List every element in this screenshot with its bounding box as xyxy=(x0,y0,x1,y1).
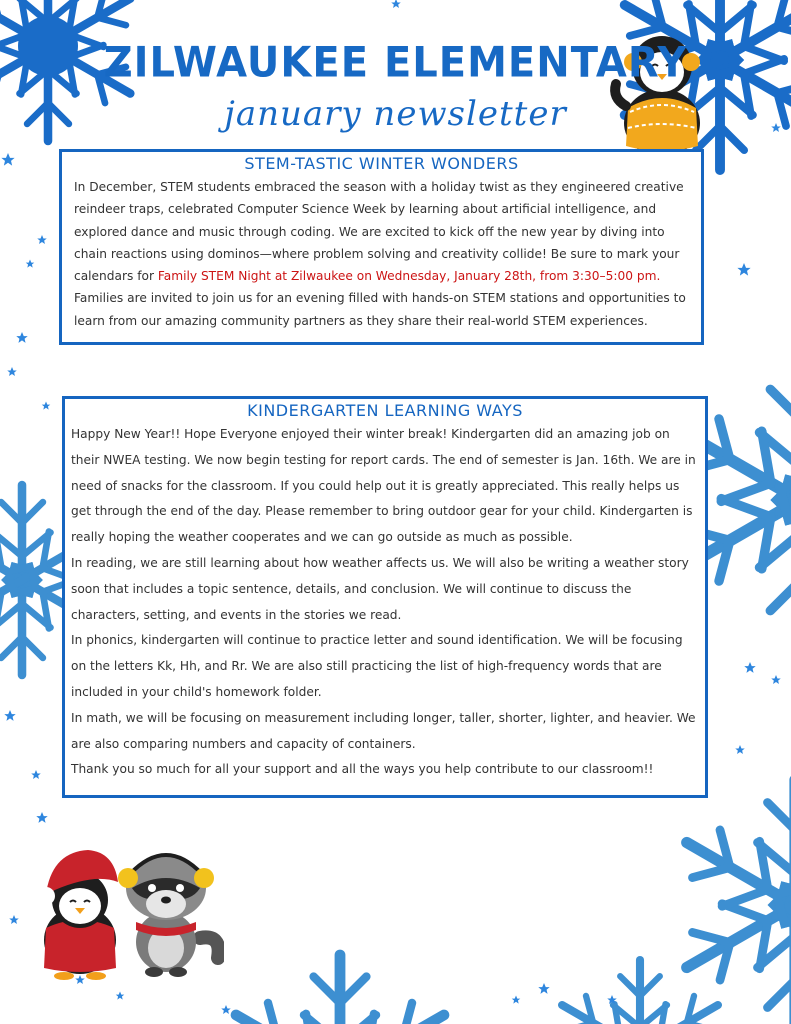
stem-body xyxy=(74,176,689,332)
raccoon-icon xyxy=(112,838,224,978)
newsletter-subtitle: january newsletter xyxy=(224,94,567,134)
newsletter-title: ZILWAUKEE ELEMENTARY xyxy=(103,38,688,88)
stem-text-before: In December, STEM students embraced the season with a holiday twist as they engineered creative reindeer traps, celebrated Computer Science Week by learning about artificial intelligence, and explored dance and music through coding. We are excited to kick off the new year by diving into chain reactions using dominos—where problem solving and creativity collide! Be sure to mark your calendars for xyxy=(74,180,684,284)
stem-text-after: Families are invited to join us for an evening filled with hands-on STEM stations and opportunities to learn from our amazing community partners as they share their real-world STEM experiences. xyxy=(74,291,686,328)
kindergarten-section xyxy=(62,396,708,798)
stem-heading: STEM-TASTIC WINTER WONDERS xyxy=(244,154,519,173)
kindergarten-paragraph: In phonics, kindergarten will continue to practice letter and sound identification. We will be focusing on the letters Kk, Hh, and Rr. We are also still practicing the list of high-frequency words that are included in your child's homework folder. xyxy=(71,633,683,699)
kindergarten-heading: KINDERGARTEN LEARNING WAYS xyxy=(247,401,523,420)
kindergarten-body xyxy=(71,422,699,783)
kindergarten-paragraph: Thank you so much for all your support and all the ways you help contribute to our classroom!! xyxy=(71,762,654,777)
kindergarten-paragraph: Happy New Year!! Hope Everyone enjoyed their winter break! Kindergarten did an amazing job on their NWEA testing. We now begin testing for report cards. The end of semester is Jan. 16th. We are in need of snacks for the classroom. If you could help out it is greatly appreciated. This really helps us get through the end of the day. Please remember to bring outdoor gear for your child. Kindergarten is really hoping the weather cooperates and we can go outside as much as possible. xyxy=(71,427,696,545)
kindergarten-paragraph: In math, we will be focusing on measurement including longer, taller, shorter, lighter, and heavier. We are also comparing numbers and capacity of containers. xyxy=(71,710,696,751)
stem-event-highlight: Family STEM Night at Zilwaukee on Wednesday, January 28th, from 3:30–5:00 pm. xyxy=(157,269,661,284)
kindergarten-paragraph: In reading, we are still learning about how weather affects us. We will also be writing a weather story soon that includes a topic sentence, details, and conclusion. We will continue to discuss the characters, setting, and events in the stories we read. xyxy=(71,555,689,622)
stem-section xyxy=(59,149,704,345)
